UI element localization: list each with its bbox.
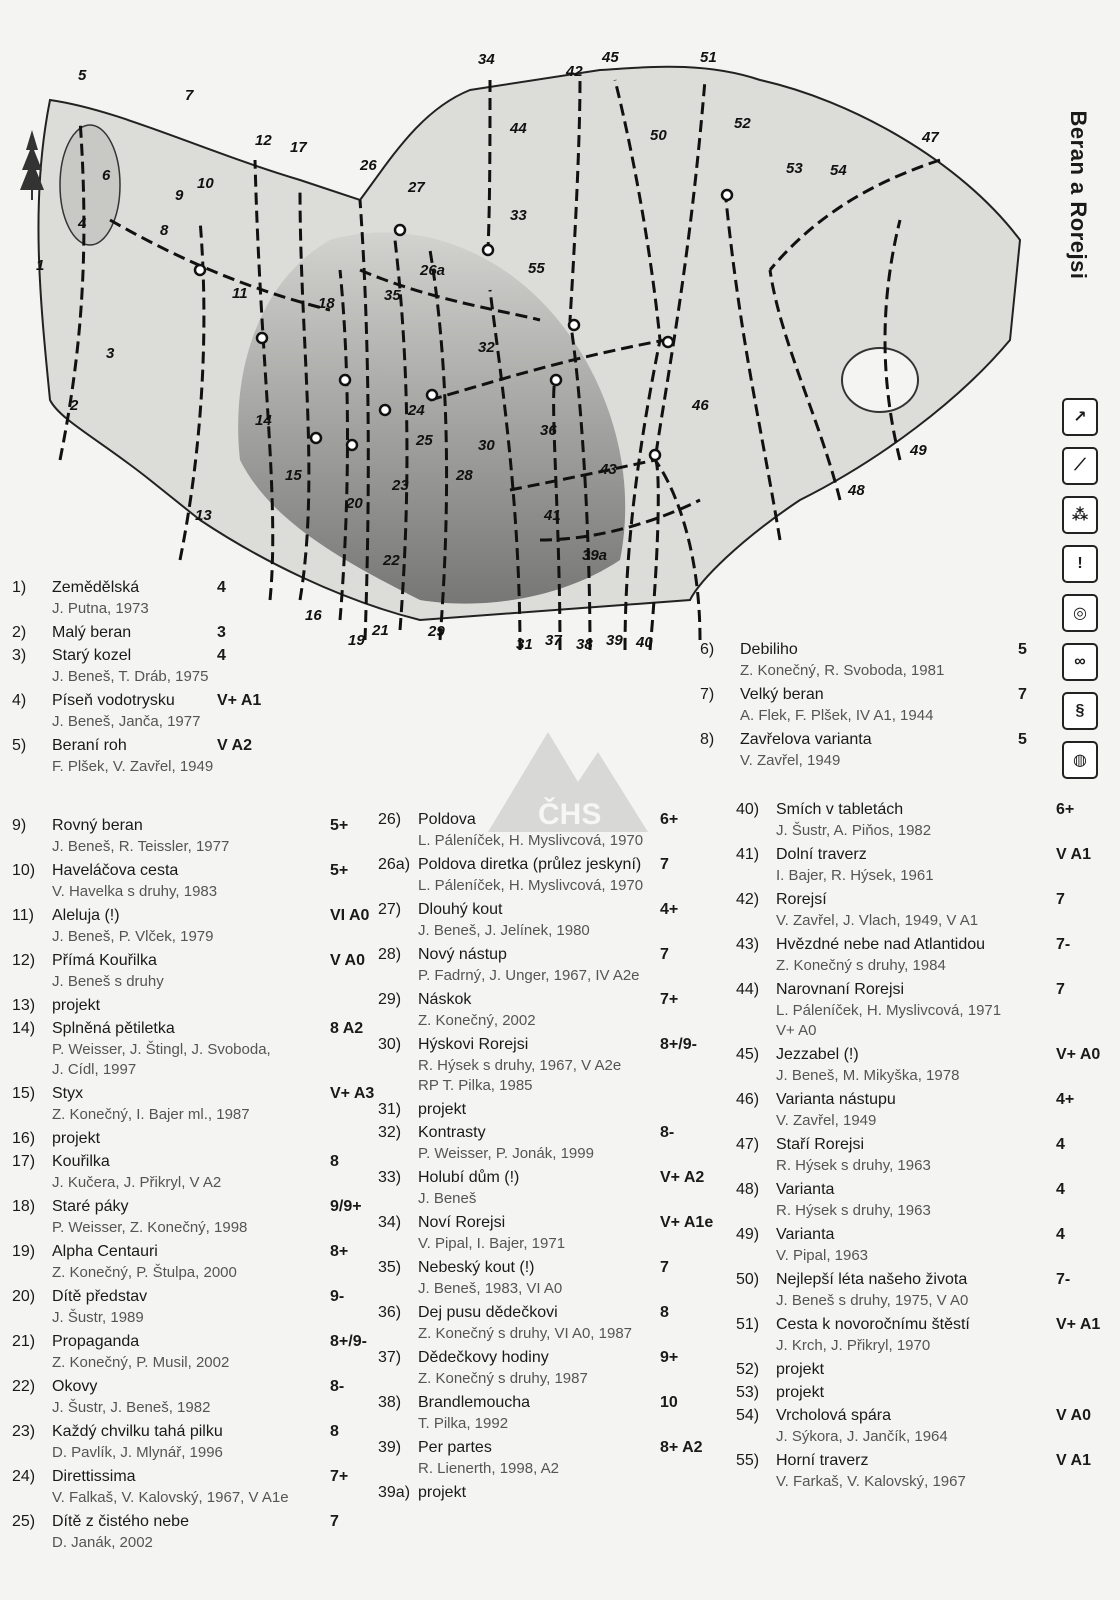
- route-authors: J. Šustr, J. Beneš, 1982: [52, 1399, 211, 1416]
- route-number: 28): [378, 946, 402, 963]
- route-name: Okovy: [52, 1378, 98, 1395]
- route-name: Dítě z čistého nebe: [52, 1513, 189, 1530]
- route-grade: 7: [1056, 981, 1065, 998]
- route-grade: 4: [1056, 1181, 1065, 1198]
- warning-icon: !: [1062, 545, 1098, 583]
- route-authors: D. Pavlík, J. Mlynář, 1996: [52, 1444, 223, 1461]
- route-number-label: 21: [372, 622, 389, 639]
- route-number-label: 19: [348, 632, 365, 649]
- route-grade: 7+: [330, 1468, 349, 1485]
- route-authors: Z. Konečný s druhy, VI A0, 1987: [418, 1325, 633, 1342]
- route-name: Zemědělská: [52, 579, 140, 596]
- route-authors: J. Beneš, P. Vlček, 1979: [52, 928, 214, 945]
- rope-icon: §: [1062, 692, 1098, 730]
- route-number-label: 8: [160, 222, 169, 239]
- route-number-label: 37: [545, 632, 562, 649]
- route-grade: 5+: [330, 817, 349, 834]
- route-grade: V A1: [1056, 846, 1091, 863]
- route-authors: J. Krch, J. Přikryl, 1970: [776, 1337, 931, 1354]
- route-name: Staří Rorejsi: [776, 1136, 865, 1153]
- route-grade: V A0: [1056, 1407, 1091, 1424]
- route-number-label: 12: [255, 132, 272, 149]
- route-name: Rorejsí: [776, 891, 827, 908]
- route-grade: 8 A2: [330, 1020, 364, 1037]
- route-name: Direttissima: [52, 1468, 136, 1485]
- route-name: Narovnaní Rorejsi: [776, 981, 905, 998]
- route-name: Cesta k novoročnímu štěstí: [776, 1316, 970, 1333]
- route-number: 53): [736, 1384, 760, 1401]
- route-number-label: 39: [606, 632, 623, 649]
- route-name: Haveláčova cesta: [52, 862, 179, 879]
- route-number: 26): [378, 811, 402, 828]
- route-number-label: 27: [408, 179, 425, 196]
- route-number: 18): [12, 1198, 36, 1215]
- route-grade: 10: [660, 1394, 678, 1411]
- route-number: 48): [736, 1181, 760, 1198]
- route-number-label: 7: [185, 87, 194, 104]
- route-grade: 4+: [1056, 1091, 1075, 1108]
- route-number: 15): [12, 1085, 36, 1102]
- route-number: 39a): [378, 1484, 411, 1501]
- route-name: Per partes: [418, 1439, 492, 1456]
- route-number: 3): [12, 647, 27, 664]
- route-authors: I. Bajer, R. Hýsek, 1961: [776, 867, 934, 884]
- route-name: Hvězdné nebe nad Atlantidou: [776, 936, 986, 953]
- route-grade: 5: [1018, 731, 1027, 748]
- route-grade: 8+: [330, 1243, 349, 1260]
- topo-drawing: [0, 40, 1040, 660]
- route-name: Kouřilka: [52, 1153, 110, 1170]
- route-number-label: 33: [510, 207, 527, 224]
- route-number: 41): [736, 846, 760, 863]
- route-authors: L. Páleníček, H. Myslivcová, 1971: [776, 1002, 1002, 1019]
- route-grade: V+ A1: [217, 692, 262, 709]
- route-number: 26a): [378, 856, 411, 873]
- route-grade: V A2: [217, 737, 252, 754]
- route-number-label: 48: [848, 482, 865, 499]
- route-authors: J. Beneš: [418, 1190, 477, 1207]
- route-name: projekt: [776, 1361, 825, 1378]
- route-grade: VI A0: [330, 907, 370, 924]
- route-authors: Z. Konečný, P. Musil, 2002: [52, 1354, 230, 1371]
- route-authors: Z. Konečný, R. Svoboda, 1981: [740, 662, 945, 679]
- route-number: 6): [700, 641, 715, 658]
- route-grade: 7: [660, 856, 669, 873]
- route-number-label: 6: [102, 167, 111, 184]
- route-number-label: 4: [78, 215, 87, 232]
- route-name: Malý beran: [52, 624, 132, 641]
- route-name: projekt: [776, 1384, 825, 1401]
- route-grade: V A0: [330, 952, 365, 969]
- route-grade: 7: [660, 946, 669, 963]
- route-name: Varianta: [776, 1226, 835, 1243]
- route-authors: A. Flek, F. Plšek, IV A1, 1944: [740, 707, 934, 724]
- route-authors: R. Hýsek s druhy, 1967, V A2e: [418, 1057, 622, 1074]
- route-name: Styx: [52, 1085, 84, 1102]
- route-number-label: 20: [346, 495, 363, 512]
- route-name: projekt: [52, 1130, 101, 1147]
- route-number-label: 16: [305, 607, 322, 624]
- route-number: 24): [12, 1468, 36, 1485]
- route-number: 7): [700, 686, 715, 703]
- route-number-label: 2: [70, 397, 79, 414]
- route-number-label: 9: [175, 187, 184, 204]
- route-authors: J. Beneš, 1983, VI A0: [418, 1280, 563, 1297]
- route-number-label: 13: [195, 507, 212, 524]
- route-authors: R. Lienerth, 1998, A2: [418, 1460, 559, 1477]
- route-authors: T. Pilka, 1992: [418, 1415, 509, 1432]
- route-name: Noví Rorejsi: [418, 1214, 506, 1231]
- route-grade: 4: [217, 647, 226, 664]
- route-number-label: 29: [428, 623, 445, 640]
- route-authors: F. Plšek, V. Zavřel, 1949: [52, 758, 214, 775]
- route-authors: V. Zavřel, 1949: [776, 1112, 877, 1129]
- route-name: Píseň vodotrysku: [52, 692, 175, 709]
- route-grade: 8+/9-: [330, 1333, 367, 1350]
- route-authors: J. Beneš, T. Dráb, 1975: [52, 668, 209, 685]
- route-number-label: 1: [36, 257, 45, 274]
- route-number-label: 23: [392, 477, 409, 494]
- route-authors: V. Farkaš, V. Kalovský, 1967: [776, 1473, 966, 1490]
- route-number: 13): [12, 997, 36, 1014]
- route-number: 1): [12, 579, 27, 596]
- route-number: 4): [12, 692, 27, 709]
- route-authors: J. Beneš, Janča, 1977: [52, 713, 201, 730]
- route-number: 43): [736, 936, 760, 953]
- route-number: 17): [12, 1153, 36, 1170]
- route-number: 9): [12, 817, 27, 834]
- route-number-label: 43: [600, 461, 617, 478]
- route-number: 23): [12, 1423, 36, 1440]
- route-grade: V+ A1e: [660, 1214, 714, 1231]
- route-grade: 7-: [1056, 936, 1071, 953]
- route-number-label: 25: [416, 432, 433, 449]
- route-name: Propaganda: [52, 1333, 140, 1350]
- route-grade: 9/9+: [330, 1198, 362, 1215]
- route-grade: 8-: [330, 1378, 345, 1395]
- route-name: Poldova diretka (průlez jeskyní): [418, 856, 642, 873]
- route-name: Nebeský kout (!): [418, 1259, 535, 1276]
- legend-icons: [1062, 398, 1102, 790]
- route-number-label: 42: [566, 63, 583, 80]
- route-authors: P. Weisser, Z. Konečný, 1998: [52, 1219, 248, 1236]
- route-authors: J. Beneš s druhy, 1975, V A0: [776, 1292, 969, 1309]
- route-grade: V A1: [1056, 1452, 1091, 1469]
- route-grade: 5+: [330, 862, 349, 879]
- route-grade: 6+: [660, 811, 679, 828]
- route-grade: 4: [1056, 1226, 1065, 1243]
- route-name: Zavřelova varianta: [740, 731, 872, 748]
- route-name: projekt: [418, 1484, 467, 1501]
- route-number-label: 5: [78, 67, 87, 84]
- route-authors: V. Zavřel, J. Vlach, 1949, V A1: [776, 912, 979, 929]
- route-authors: R. Hýsek s druhy, 1963: [776, 1157, 931, 1174]
- route-authors: V. Zavřel, 1949: [740, 752, 841, 769]
- route-name: Hýskovi Rorejsi: [418, 1036, 529, 1053]
- route-number: 21): [12, 1333, 36, 1350]
- route-authors: J. Kučera, J. Přikryl, V A2: [52, 1174, 222, 1191]
- route-name: Dlouhý kout: [418, 901, 503, 918]
- route-grade: 7: [330, 1513, 339, 1530]
- route-number: 32): [378, 1124, 402, 1141]
- route-number: 42): [736, 891, 760, 908]
- route-number-label: 44: [510, 120, 527, 137]
- route-number: 36): [378, 1304, 402, 1321]
- route-number-label: 50: [650, 127, 667, 144]
- sling-icon: ∞: [1062, 643, 1098, 681]
- route-name: Splněná pětiletka: [52, 1020, 175, 1037]
- route-grade: V+ A3: [330, 1085, 375, 1102]
- route-number: 25): [12, 1513, 36, 1530]
- route-grade: 4: [1056, 1136, 1065, 1153]
- route-name: Smích v tabletách: [776, 801, 904, 818]
- route-number: 12): [12, 952, 36, 969]
- route-number: 47): [736, 1136, 760, 1153]
- climber-icon: ↗: [1062, 398, 1098, 436]
- route-number: 49): [736, 1226, 760, 1243]
- route-number: 2): [12, 624, 27, 641]
- route-number-label: 38: [576, 636, 593, 653]
- route-number: 34): [378, 1214, 402, 1231]
- route-grade: 7+: [660, 991, 679, 1008]
- route-authors: Z. Konečný s druhy, 1984: [776, 957, 946, 974]
- boulder: [60, 125, 120, 245]
- route-number: 14): [12, 1020, 36, 1037]
- route-grade: V+ A2: [660, 1169, 705, 1186]
- rockfall-icon: ⁂: [1062, 496, 1098, 534]
- route-authors: J. Šustr, 1989: [52, 1309, 144, 1326]
- route-grade: 8: [660, 1304, 669, 1321]
- route-name: Varianta: [776, 1181, 835, 1198]
- route-authors: Z. Konečný, I. Bajer ml., 1987: [52, 1106, 250, 1123]
- route-number-label: 47: [922, 129, 939, 146]
- route-authors: R. Hýsek s druhy, 1963: [776, 1202, 931, 1219]
- route-authors-2: RP T. Pilka, 1985: [418, 1077, 533, 1094]
- slab-climber-icon: ⟋: [1062, 447, 1098, 485]
- route-number-label: 18: [318, 295, 335, 312]
- route-number-label: 10: [197, 175, 214, 192]
- route-grade: 8+ A2: [660, 1439, 703, 1456]
- route-number-label: 34: [478, 51, 495, 68]
- route-name: Dítě představ: [52, 1288, 148, 1305]
- route-name: Dej pusu dědečkovi: [418, 1304, 558, 1321]
- route-authors-2: V+ A0: [776, 1022, 817, 1039]
- route-name: Rovný beran: [52, 817, 143, 834]
- route-number-label: 45: [602, 49, 619, 66]
- route-authors: V. Falkaš, V. Kalovský, 1967, V A1e: [52, 1489, 289, 1506]
- route-grade: 3: [217, 624, 226, 641]
- route-name: Varianta nástupu: [776, 1091, 896, 1108]
- route-grade: 8-: [660, 1124, 675, 1141]
- route-name: Kontrasty: [418, 1124, 486, 1141]
- route-number: 38): [378, 1394, 402, 1411]
- route-number-label: 14: [255, 412, 272, 429]
- route-grade: 9-: [330, 1288, 345, 1305]
- route-number-label: 32: [478, 339, 495, 356]
- route-number-label: 31: [516, 636, 533, 653]
- route-number-label: 36: [540, 422, 557, 439]
- route-name: Nejlepší léta našeho života: [776, 1271, 968, 1288]
- route-authors: V. Pipal, 1963: [776, 1247, 869, 1264]
- route-number-label: 22: [383, 552, 400, 569]
- route-authors: Z. Konečný, P. Štulpa, 2000: [52, 1264, 237, 1281]
- cave: [842, 348, 918, 412]
- route-grade: 4: [217, 579, 226, 596]
- route-authors: P. Weisser, J. Štingl, J. Svoboda,: [52, 1041, 271, 1058]
- route-grade: 8: [330, 1153, 339, 1170]
- route-number: 35): [378, 1259, 402, 1276]
- route-number: 31): [378, 1101, 402, 1118]
- route-number-label: 24: [408, 402, 425, 419]
- route-authors: P. Weisser, P. Jonák, 1999: [418, 1145, 594, 1162]
- coiled-rope-icon: ◍: [1062, 741, 1098, 779]
- route-grade: 4+: [660, 901, 679, 918]
- route-number-label: 52: [734, 115, 751, 132]
- route-number-label: 54: [830, 162, 847, 179]
- route-authors-2: J. Cídl, 1997: [52, 1061, 137, 1078]
- route-name: Náskok: [418, 991, 472, 1008]
- route-authors: Z. Konečný, 2002: [418, 1012, 536, 1029]
- route-number: 44): [736, 981, 760, 998]
- route-authors: J. Putna, 1973: [52, 600, 149, 617]
- route-name: Poldova: [418, 811, 476, 828]
- route-name: Přímá Kouřilka: [52, 952, 157, 969]
- route-authors: J. Beneš s druhy: [52, 973, 164, 990]
- route-authors: D. Janák, 2002: [52, 1534, 153, 1551]
- route-number: 52): [736, 1361, 760, 1378]
- route-number: 54): [736, 1407, 760, 1424]
- route-number-label: 40: [636, 634, 653, 651]
- route-authors: L. Páleníček, H. Myslivcová, 1970: [418, 832, 644, 849]
- route-name: Brandlemoucha: [418, 1394, 531, 1411]
- route-grade: 7-: [1056, 1271, 1071, 1288]
- route-number: 30): [378, 1036, 402, 1053]
- route-number: 20): [12, 1288, 36, 1305]
- route-name: Dolní traverz: [776, 846, 867, 863]
- route-number: 45): [736, 1046, 760, 1063]
- route-number: 11): [12, 907, 34, 924]
- route-authors: J. Beneš, R. Teissler, 1977: [52, 838, 230, 855]
- route-number-label: 53: [786, 160, 803, 177]
- route-name: Debiliho: [740, 641, 798, 658]
- route-authors: V. Pipal, I. Bajer, 1971: [418, 1235, 566, 1252]
- route-grade: 5: [1018, 641, 1027, 658]
- route-authors: P. Fadrný, J. Unger, 1967, IV A2e: [418, 967, 640, 984]
- route-authors: J. Šustr, A. Piňos, 1982: [776, 822, 932, 839]
- route-number: 46): [736, 1091, 760, 1108]
- route-number: 10): [12, 862, 36, 879]
- route-number-label: 30: [478, 437, 495, 454]
- route-number: 37): [378, 1349, 402, 1366]
- route-grade: 8+/9-: [660, 1036, 697, 1053]
- route-name: Aleluja (!): [52, 907, 120, 924]
- route-number: 19): [12, 1243, 36, 1260]
- route-number-label: 26a: [420, 262, 446, 279]
- route-grade: V+ A0: [1056, 1046, 1101, 1063]
- route-number: 27): [378, 901, 402, 918]
- route-number: 16): [12, 1130, 36, 1147]
- route-number: 8): [700, 731, 715, 748]
- route-number-label: 28: [456, 467, 473, 484]
- route-authors: Z. Konečný s druhy, 1987: [418, 1370, 588, 1387]
- route-number-label: 41: [544, 507, 561, 524]
- route-number: 5): [12, 737, 27, 754]
- route-number-label: 3: [106, 345, 115, 362]
- route-name: Každý chvilku tahá pilku: [52, 1423, 223, 1440]
- route-number: 50): [736, 1271, 760, 1288]
- route-number-label: 51: [700, 49, 717, 66]
- route-authors: J. Beneš, J. Jelínek, 1980: [418, 922, 590, 939]
- route-authors: V. Havelka s druhy, 1983: [52, 883, 218, 900]
- route-name: Dědečkovy hodiny: [418, 1349, 549, 1366]
- route-grade: 9+: [660, 1349, 679, 1366]
- route-number-label: 55: [528, 260, 545, 277]
- route-grade: 6+: [1056, 801, 1075, 818]
- route-grade: 8: [330, 1423, 339, 1440]
- route-name: Holubí dům (!): [418, 1169, 520, 1186]
- route-number: 22): [12, 1378, 36, 1395]
- route-grade: 7: [1056, 891, 1065, 908]
- route-name: Vrcholová spára: [776, 1407, 892, 1424]
- route-authors: L. Páleníček, H. Myslivcová, 1970: [418, 877, 644, 894]
- route-name: Alpha Centauri: [52, 1243, 158, 1260]
- route-number: 33): [378, 1169, 402, 1186]
- route-number-label: 11: [232, 285, 248, 302]
- route-name: Horní traverz: [776, 1452, 869, 1469]
- route-grade: 7: [1018, 686, 1027, 703]
- route-number: 55): [736, 1452, 760, 1469]
- route-number-label: 26: [360, 157, 377, 174]
- route-name: Staré páky: [52, 1198, 129, 1215]
- ring-anchor-icon: ◎: [1062, 594, 1098, 632]
- route-authors: J. Sýkora, J. Jančík, 1964: [776, 1428, 948, 1445]
- route-grade: V+ A1: [1056, 1316, 1101, 1333]
- route-number-label: 35: [384, 287, 401, 304]
- route-number-label: 15: [285, 467, 302, 484]
- route-name: projekt: [52, 997, 101, 1014]
- route-number: 39): [378, 1439, 402, 1456]
- route-number-label: 17: [290, 139, 307, 156]
- route-name: Nový nástup: [418, 946, 507, 963]
- route-authors: J. Beneš, M. Mikyška, 1978: [776, 1067, 960, 1084]
- route-number-label: 39a: [582, 547, 608, 564]
- route-name: Jezzabel (!): [776, 1046, 859, 1063]
- svg-text:ČHS: ČHS: [538, 798, 602, 831]
- route-number: 51): [736, 1316, 760, 1333]
- route-name: Starý kozel: [52, 647, 132, 664]
- route-name: Beraní roh: [52, 737, 127, 754]
- route-number: 29): [378, 991, 402, 1008]
- route-name: projekt: [418, 1101, 467, 1118]
- topo-title: Beran a Rorejsi: [1066, 110, 1091, 280]
- route-number: 40): [736, 801, 760, 818]
- route-name: Velký beran: [740, 686, 824, 703]
- route-grade: 7: [660, 1259, 669, 1276]
- route-number-label: 49: [910, 442, 927, 459]
- route-number-label: 46: [692, 397, 709, 414]
